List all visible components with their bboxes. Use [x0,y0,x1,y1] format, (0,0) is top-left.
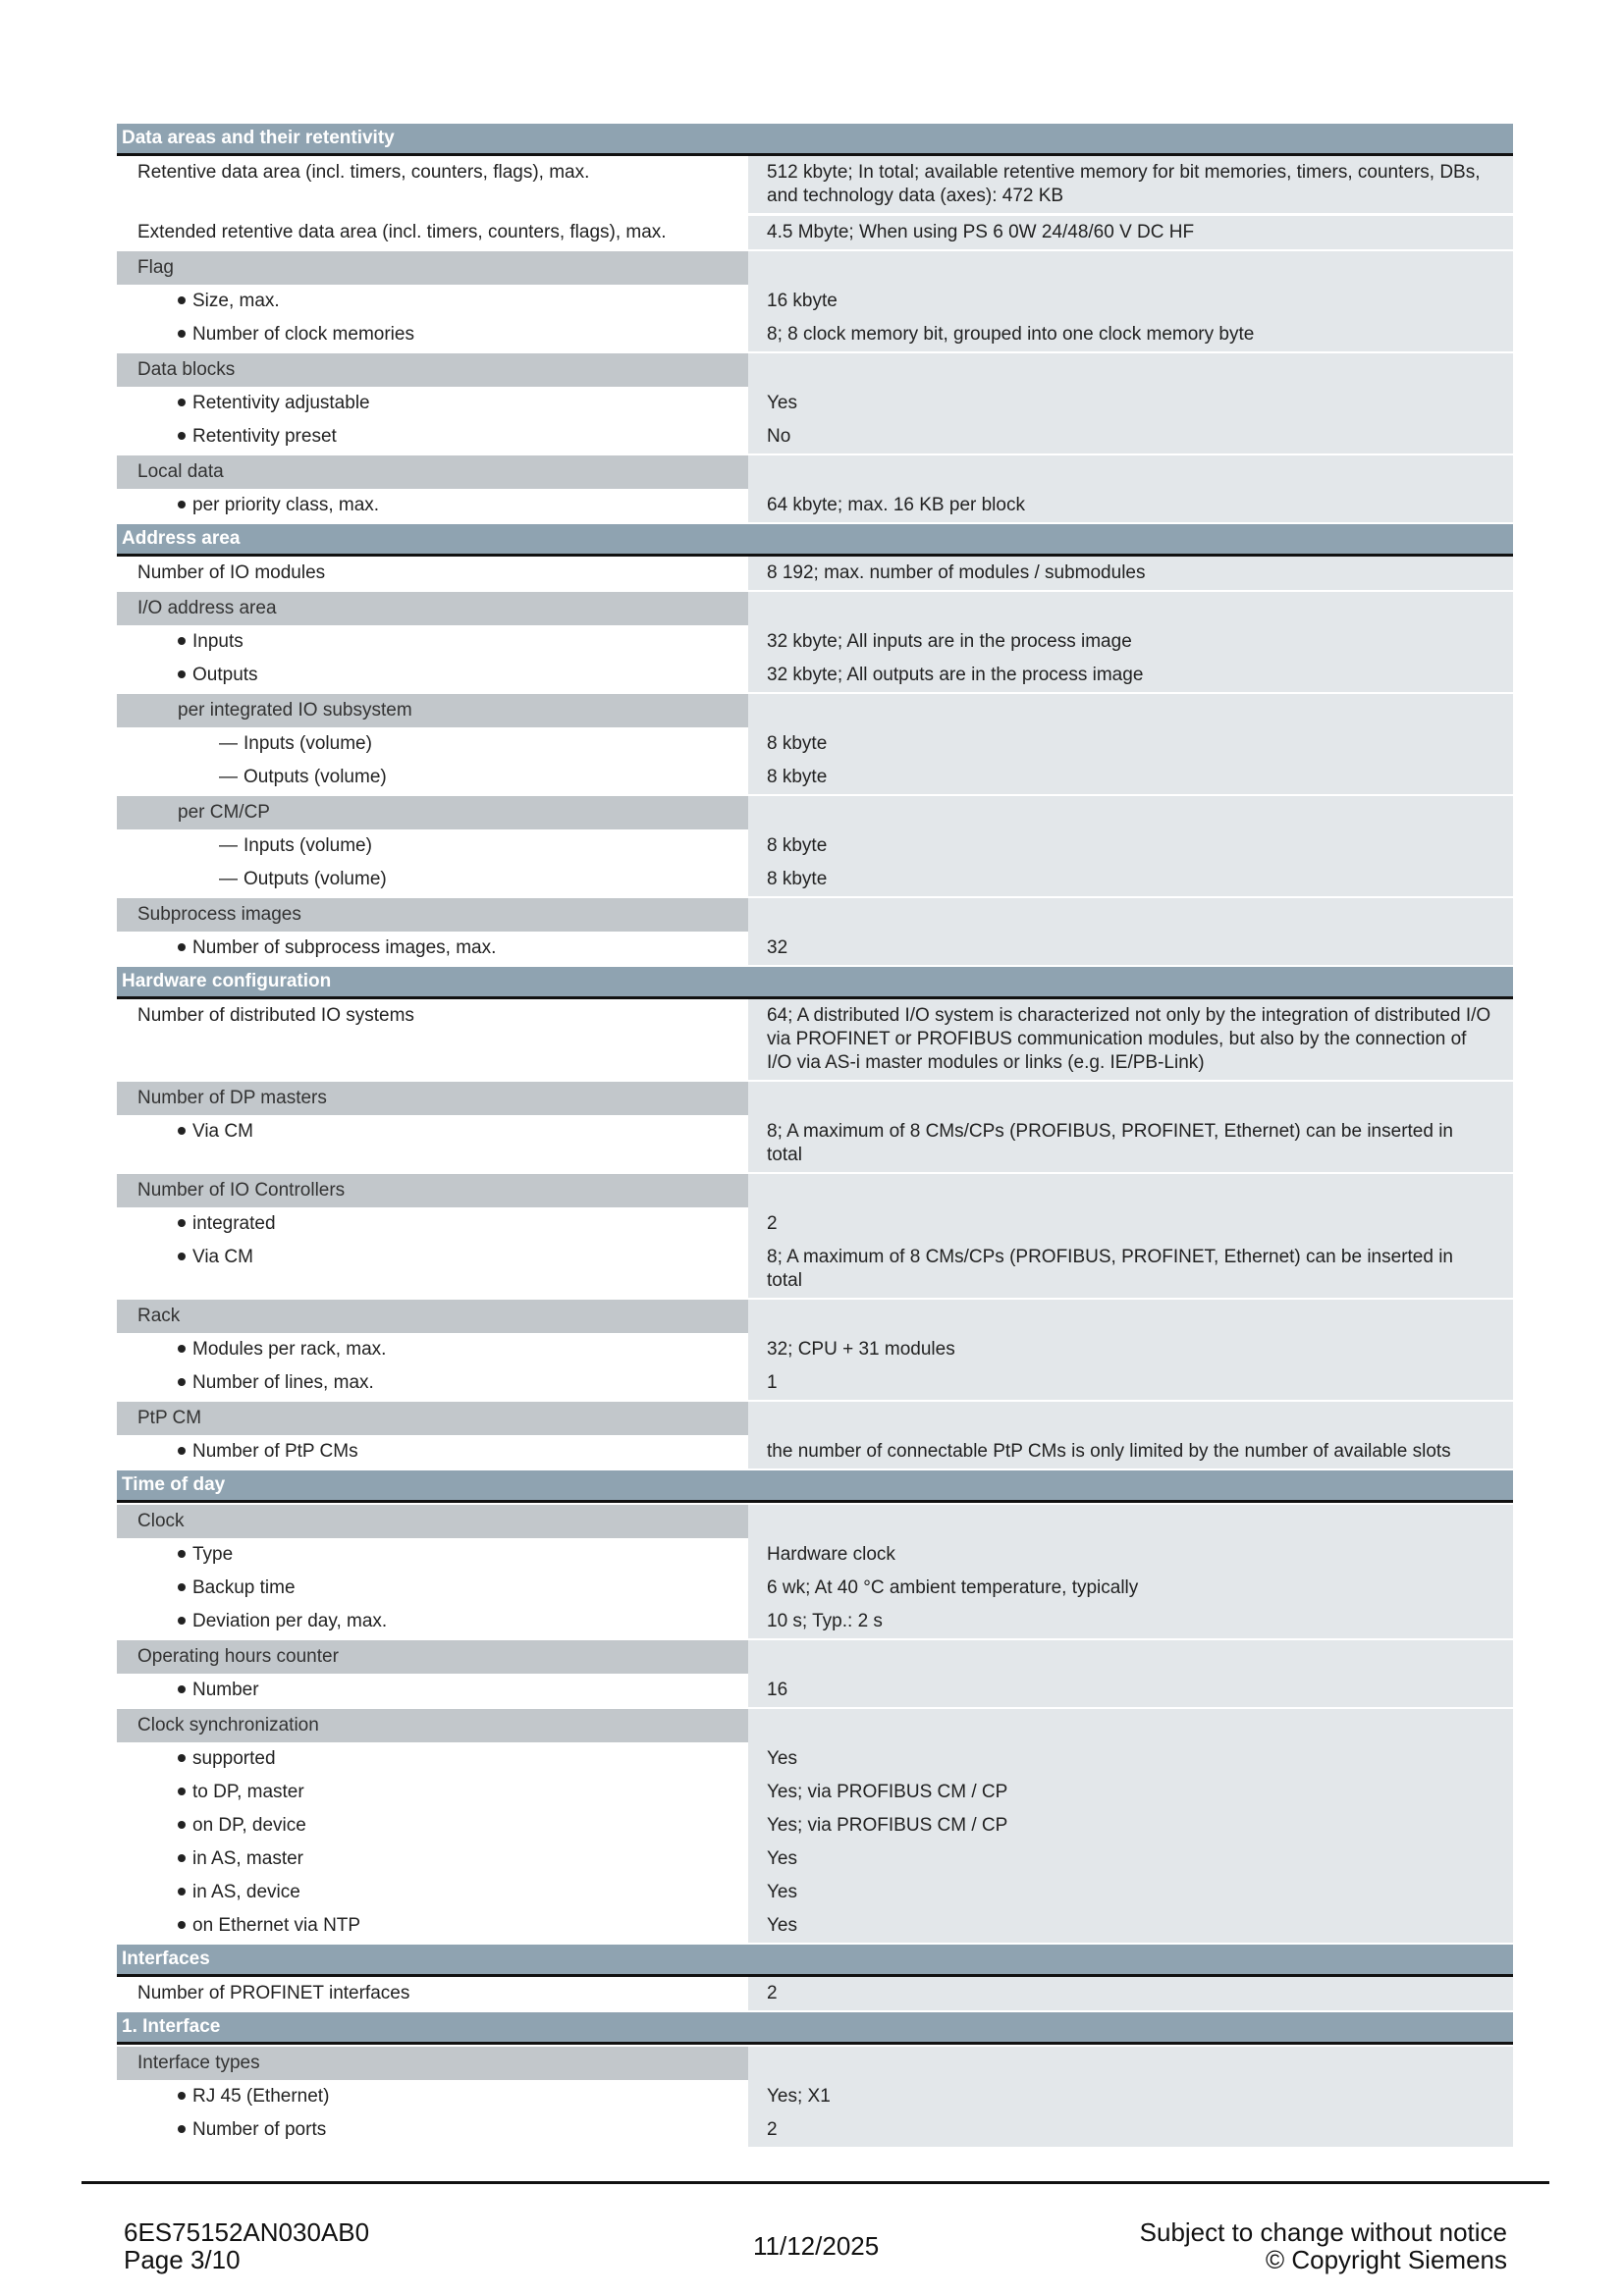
bullet-icon [178,670,186,678]
spec-label [117,1842,748,1876]
spec-label [117,1909,748,1943]
spec-label [117,659,748,692]
spec-row [117,761,1513,794]
spec-label-text: Flag [137,257,174,278]
spec-label-text: Outputs [192,665,258,685]
spec-value: 2 [748,1977,1513,2010]
spec-label-text: Inputs (volume) [243,835,372,856]
spec-value [748,1082,1513,1115]
spec-label [117,489,748,522]
section-title: Time of day [122,1474,226,1495]
spec-label [117,863,748,896]
spec-label [117,1674,748,1707]
spec-value [748,251,1513,285]
spec-value [748,1709,1513,1742]
section-header [117,124,1513,156]
spec-label-text: Clock synchronization [137,1715,319,1735]
spec-label-text: Clock [137,1511,185,1531]
spec-value [748,1300,1513,1333]
spec-label-text: Data blocks [137,359,236,380]
dash-icon: — [219,767,238,787]
spec-label [117,592,748,625]
spec-label [117,285,748,318]
spec-label-text: Deviation per day, max. [192,1611,388,1631]
spec-label [117,1977,748,2010]
spec-label [117,999,748,1080]
spec-label-text: Via CM [192,1247,253,1267]
dash-icon: — [219,733,238,754]
spec-label-text: Number of IO Controllers [137,1180,346,1201]
spec-value: 16 [748,1674,1513,1707]
spec-label [117,1742,748,1776]
spec-row [117,1207,1513,1241]
bullet-icon [178,1219,186,1227]
spec-label [117,1538,748,1572]
spec-label-text: RJ 45 (Ethernet) [192,2086,330,2107]
spec-label [117,1605,748,1638]
spec-label [117,2047,748,2080]
spec-value: 8; A maximum of 8 CMs/CPs (PROFIBUS, PROFINET, Ethernet) can be inserted in total [748,1115,1513,1172]
spec-label-text: Retentive data area (incl. timers, counters, flags), max. [137,162,590,183]
spec-label [117,1505,748,1538]
bullet-icon [178,432,186,440]
group-header [117,455,1513,489]
spec-label [117,1300,748,1333]
spec-row [117,156,1513,213]
spec-label-text: on Ethernet via NTP [192,1915,361,1936]
spec-row [117,216,1513,249]
spec-value: Yes [748,1742,1513,1776]
spec-row [117,420,1513,454]
spec-value: 4.5 Mbyte; When using PS 6 0W 24/48/60 V DC HF [748,216,1513,249]
spec-label [117,251,748,285]
spec-value: 64 kbyte; max. 16 KB per block [748,489,1513,522]
spec-label [117,216,748,249]
spec-row [117,1572,1513,1605]
group-header [117,898,1513,932]
spec-value: 16 kbyte [748,285,1513,318]
bullet-icon [178,1854,186,1862]
dash-icon: — [219,835,238,856]
spec-label-text: Retentivity preset [192,426,337,447]
group-header [117,1640,1513,1674]
page-number: Page 3/10 [124,2245,241,2274]
spec-label [117,1207,748,1241]
spec-value: 1 [748,1366,1513,1400]
spec-label-text: per CM/CP [178,802,270,823]
spec-label-text: in AS, device [192,1882,300,1902]
spec-row [117,829,1513,863]
section-header [117,1945,1513,1977]
spec-label [117,1640,748,1674]
spec-value: 6 wk; At 40 °C ambient temperature, typically [748,1572,1513,1605]
spec-label-text: in AS, master [192,1848,303,1869]
dash-icon: — [219,869,238,889]
spec-row [117,318,1513,351]
bullet-icon [178,399,186,406]
spec-label-text: Number of PtP CMs [192,1441,358,1462]
spec-row [117,2113,1513,2147]
spec-label-text: Number of clock memories [192,324,414,345]
spec-row [117,387,1513,420]
spec-value [748,455,1513,489]
spec-value: Hardware clock [748,1538,1513,1572]
bullet-icon [178,1127,186,1135]
change-notice: Subject to change without notice [1139,2217,1507,2247]
spec-label [117,1115,748,1172]
spec-row [117,1742,1513,1776]
section-header [117,1470,1513,1503]
spec-label-text: per integrated IO subsystem [178,700,412,721]
group-header [117,1709,1513,1742]
spec-label-text: Type [192,1544,234,1565]
spec-label-text: Rack [137,1306,181,1326]
group-header [117,1082,1513,1115]
spec-label-text: integrated [192,1213,276,1234]
spec-label [117,1709,748,1742]
group-header [117,694,1513,727]
bullet-icon [178,501,186,508]
spec-label-text: Number of ports [192,2119,327,2140]
spec-label-text: Number of distributed IO systems [137,1005,414,1026]
spec-value [748,1174,1513,1207]
spec-value: 8 kbyte [748,829,1513,863]
spec-row [117,1366,1513,1400]
spec-row [117,999,1513,1080]
spec-value [748,2047,1513,2080]
copyright: © Copyright Siemens [1265,2245,1507,2274]
spec-value [748,592,1513,625]
spec-label-text: Size, max. [192,291,280,311]
spec-value [748,1640,1513,1674]
spec-value: 512 kbyte; In total; available retentive memory for bit memories, timers, counters, DBs, and technology data (axes): 472 KB [748,156,1513,213]
spec-label [117,1776,748,1809]
group-header [117,1300,1513,1333]
section-header [117,967,1513,999]
spec-value: Yes; X1 [748,2080,1513,2113]
spec-label [117,1572,748,1605]
spec-value: Yes [748,1876,1513,1909]
spec-label-text: Retentivity adjustable [192,393,370,413]
section-title: Hardware configuration [122,971,332,991]
bullet-icon [178,296,186,304]
spec-row [117,1605,1513,1638]
spec-label-text: Operating hours counter [137,1646,339,1667]
spec-value: 2 [748,1207,1513,1241]
bullet-icon [178,1754,186,1762]
spec-label [117,1876,748,1909]
bullet-icon [178,1378,186,1386]
spec-value [748,694,1513,727]
bullet-icon [178,1685,186,1693]
spec-value: 8 192; max. number of modules / submodules [748,557,1513,590]
spec-row [117,1909,1513,1943]
spec-value: 8 kbyte [748,727,1513,761]
spec-label-text: per priority class, max. [192,495,380,515]
spec-label-text: Extended retentive data area (incl. timers, counters, flags), max. [137,222,667,242]
spec-label-text: Inputs (volume) [243,733,372,754]
spec-row [117,1241,1513,1298]
bullet-icon [178,2092,186,2100]
spec-row [117,557,1513,590]
bullet-icon [178,1583,186,1591]
spec-value: 8; A maximum of 8 CMs/CPs (PROFIBUS, PROFINET, Ethernet) can be inserted in total [748,1241,1513,1298]
group-header [117,251,1513,285]
bullet-icon [178,330,186,338]
bullet-icon [178,1345,186,1353]
spec-label [117,694,748,727]
spec-table [117,122,1513,2147]
group-header [117,592,1513,625]
spec-label [117,1333,748,1366]
spec-label [117,829,748,863]
bullet-icon [178,1550,186,1558]
spec-label-text: Modules per rack, max. [192,1339,387,1360]
spec-label [117,557,748,590]
spec-row [117,1842,1513,1876]
group-header [117,796,1513,829]
spec-value: No [748,420,1513,454]
spec-value: the number of connectable PtP CMs is only limited by the number of available slots [748,1435,1513,1468]
spec-value: 8 kbyte [748,761,1513,794]
section-title: Data areas and their retentivity [122,128,395,148]
bullet-icon [178,1921,186,1929]
spec-label-text: I/O address area [137,598,277,618]
spec-value: Yes; via PROFIBUS CM / CP [748,1809,1513,1842]
spec-label [117,353,748,387]
footer-right [1140,2218,1507,2273]
bullet-icon [178,943,186,951]
spec-value [748,353,1513,387]
section-title: 1. Interface [122,2016,221,2037]
spec-value: 2 [748,2113,1513,2147]
spec-row [117,727,1513,761]
group-header [117,1505,1513,1538]
spec-label [117,1402,748,1435]
spec-row [117,1977,1513,2010]
spec-value: 8; 8 clock memory bit, grouped into one clock memory byte [748,318,1513,351]
spec-value: 32 kbyte; All outputs are in the process image [748,659,1513,692]
article-number: 6ES75152AN030AB0 [124,2217,370,2247]
spec-value: 64; A distributed I/O system is characterized not only by the integration of distributed I/O via PROFINET or PROFIBUS communication modules, but also by the connection of I/O via AS-i master modules or links (e.g. IE/PB-Link) [748,999,1513,1080]
spec-label-text: Outputs (volume) [243,767,387,787]
group-header [117,2047,1513,2080]
spec-label [117,625,748,659]
spec-label-text: supported [192,1748,276,1769]
spec-label [117,1241,748,1298]
spec-label [117,932,748,965]
spec-label [117,1174,748,1207]
bullet-icon [178,2125,186,2133]
footer-left [124,2218,369,2273]
spec-row [117,489,1513,522]
spec-value: Yes; via PROFIBUS CM / CP [748,1776,1513,1809]
spec-row [117,932,1513,965]
spec-row [117,1538,1513,1572]
spec-value [748,1505,1513,1538]
spec-row [117,625,1513,659]
spec-label-text: to DP, master [192,1782,304,1802]
spec-value: Yes [748,1909,1513,1943]
spec-label [117,1435,748,1468]
spec-label-text: Via CM [192,1121,253,1142]
spec-label-text: Outputs (volume) [243,869,387,889]
spec-value: 10 s; Typ.: 2 s [748,1605,1513,1638]
section-title: Address area [122,528,241,549]
spec-label-text: Number [192,1680,259,1700]
spec-value: Yes [748,1842,1513,1876]
spec-label [117,727,748,761]
spec-row [117,2080,1513,2113]
spec-label [117,156,748,213]
spec-label [117,796,748,829]
bullet-icon [178,1788,186,1795]
spec-row [117,1435,1513,1468]
spec-label-text: Number of PROFINET interfaces [137,1983,410,2003]
spec-value: 32; CPU + 31 modules [748,1333,1513,1366]
spec-label [117,761,748,794]
spec-value [748,1402,1513,1435]
spec-label [117,455,748,489]
spec-label-text: Number of IO modules [137,562,326,583]
spec-label [117,1082,748,1115]
spec-label [117,318,748,351]
bullet-icon [178,1888,186,1896]
spec-label-text: Number of subprocess images, max. [192,937,497,958]
bullet-icon [178,1821,186,1829]
spec-label [117,1366,748,1400]
spec-label-text: Backup time [192,1577,296,1598]
spec-label [117,420,748,454]
footer-date: 11/12/2025 [753,2231,880,2261]
bullet-icon [178,1447,186,1455]
spec-value [748,898,1513,932]
footer-divider [81,2181,1549,2184]
section-header [117,524,1513,557]
spec-row [117,1333,1513,1366]
section-header [117,2012,1513,2045]
spec-label [117,387,748,420]
spec-label-text: Number of DP masters [137,1088,327,1108]
spec-label-text: Local data [137,461,224,482]
spec-label-text: PtP CM [137,1408,202,1428]
spec-row [117,863,1513,896]
spec-row [117,1809,1513,1842]
spec-label-text: Interface types [137,2053,260,2073]
spec-label-text: Subprocess images [137,904,301,925]
spec-row [117,1776,1513,1809]
bullet-icon [178,1253,186,1260]
spec-label [117,2080,748,2113]
spec-value: Yes [748,387,1513,420]
spec-label-text: Inputs [192,631,243,652]
spec-label [117,1809,748,1842]
spec-value [748,796,1513,829]
spec-value: 8 kbyte [748,863,1513,896]
spec-label-text: Number of lines, max. [192,1372,374,1393]
group-header [117,353,1513,387]
bullet-icon [178,1617,186,1625]
spec-row [117,285,1513,318]
spec-label [117,898,748,932]
section-title: Interfaces [122,1949,210,1969]
group-header [117,1402,1513,1435]
group-header [117,1174,1513,1207]
spec-value: 32 [748,932,1513,965]
bullet-icon [178,637,186,645]
spec-value: 32 kbyte; All inputs are in the process image [748,625,1513,659]
spec-label-text: on DP, device [192,1815,306,1836]
spec-row [117,1115,1513,1172]
spec-label [117,2113,748,2147]
spec-row [117,1876,1513,1909]
spec-row [117,659,1513,692]
spec-row [117,1674,1513,1707]
